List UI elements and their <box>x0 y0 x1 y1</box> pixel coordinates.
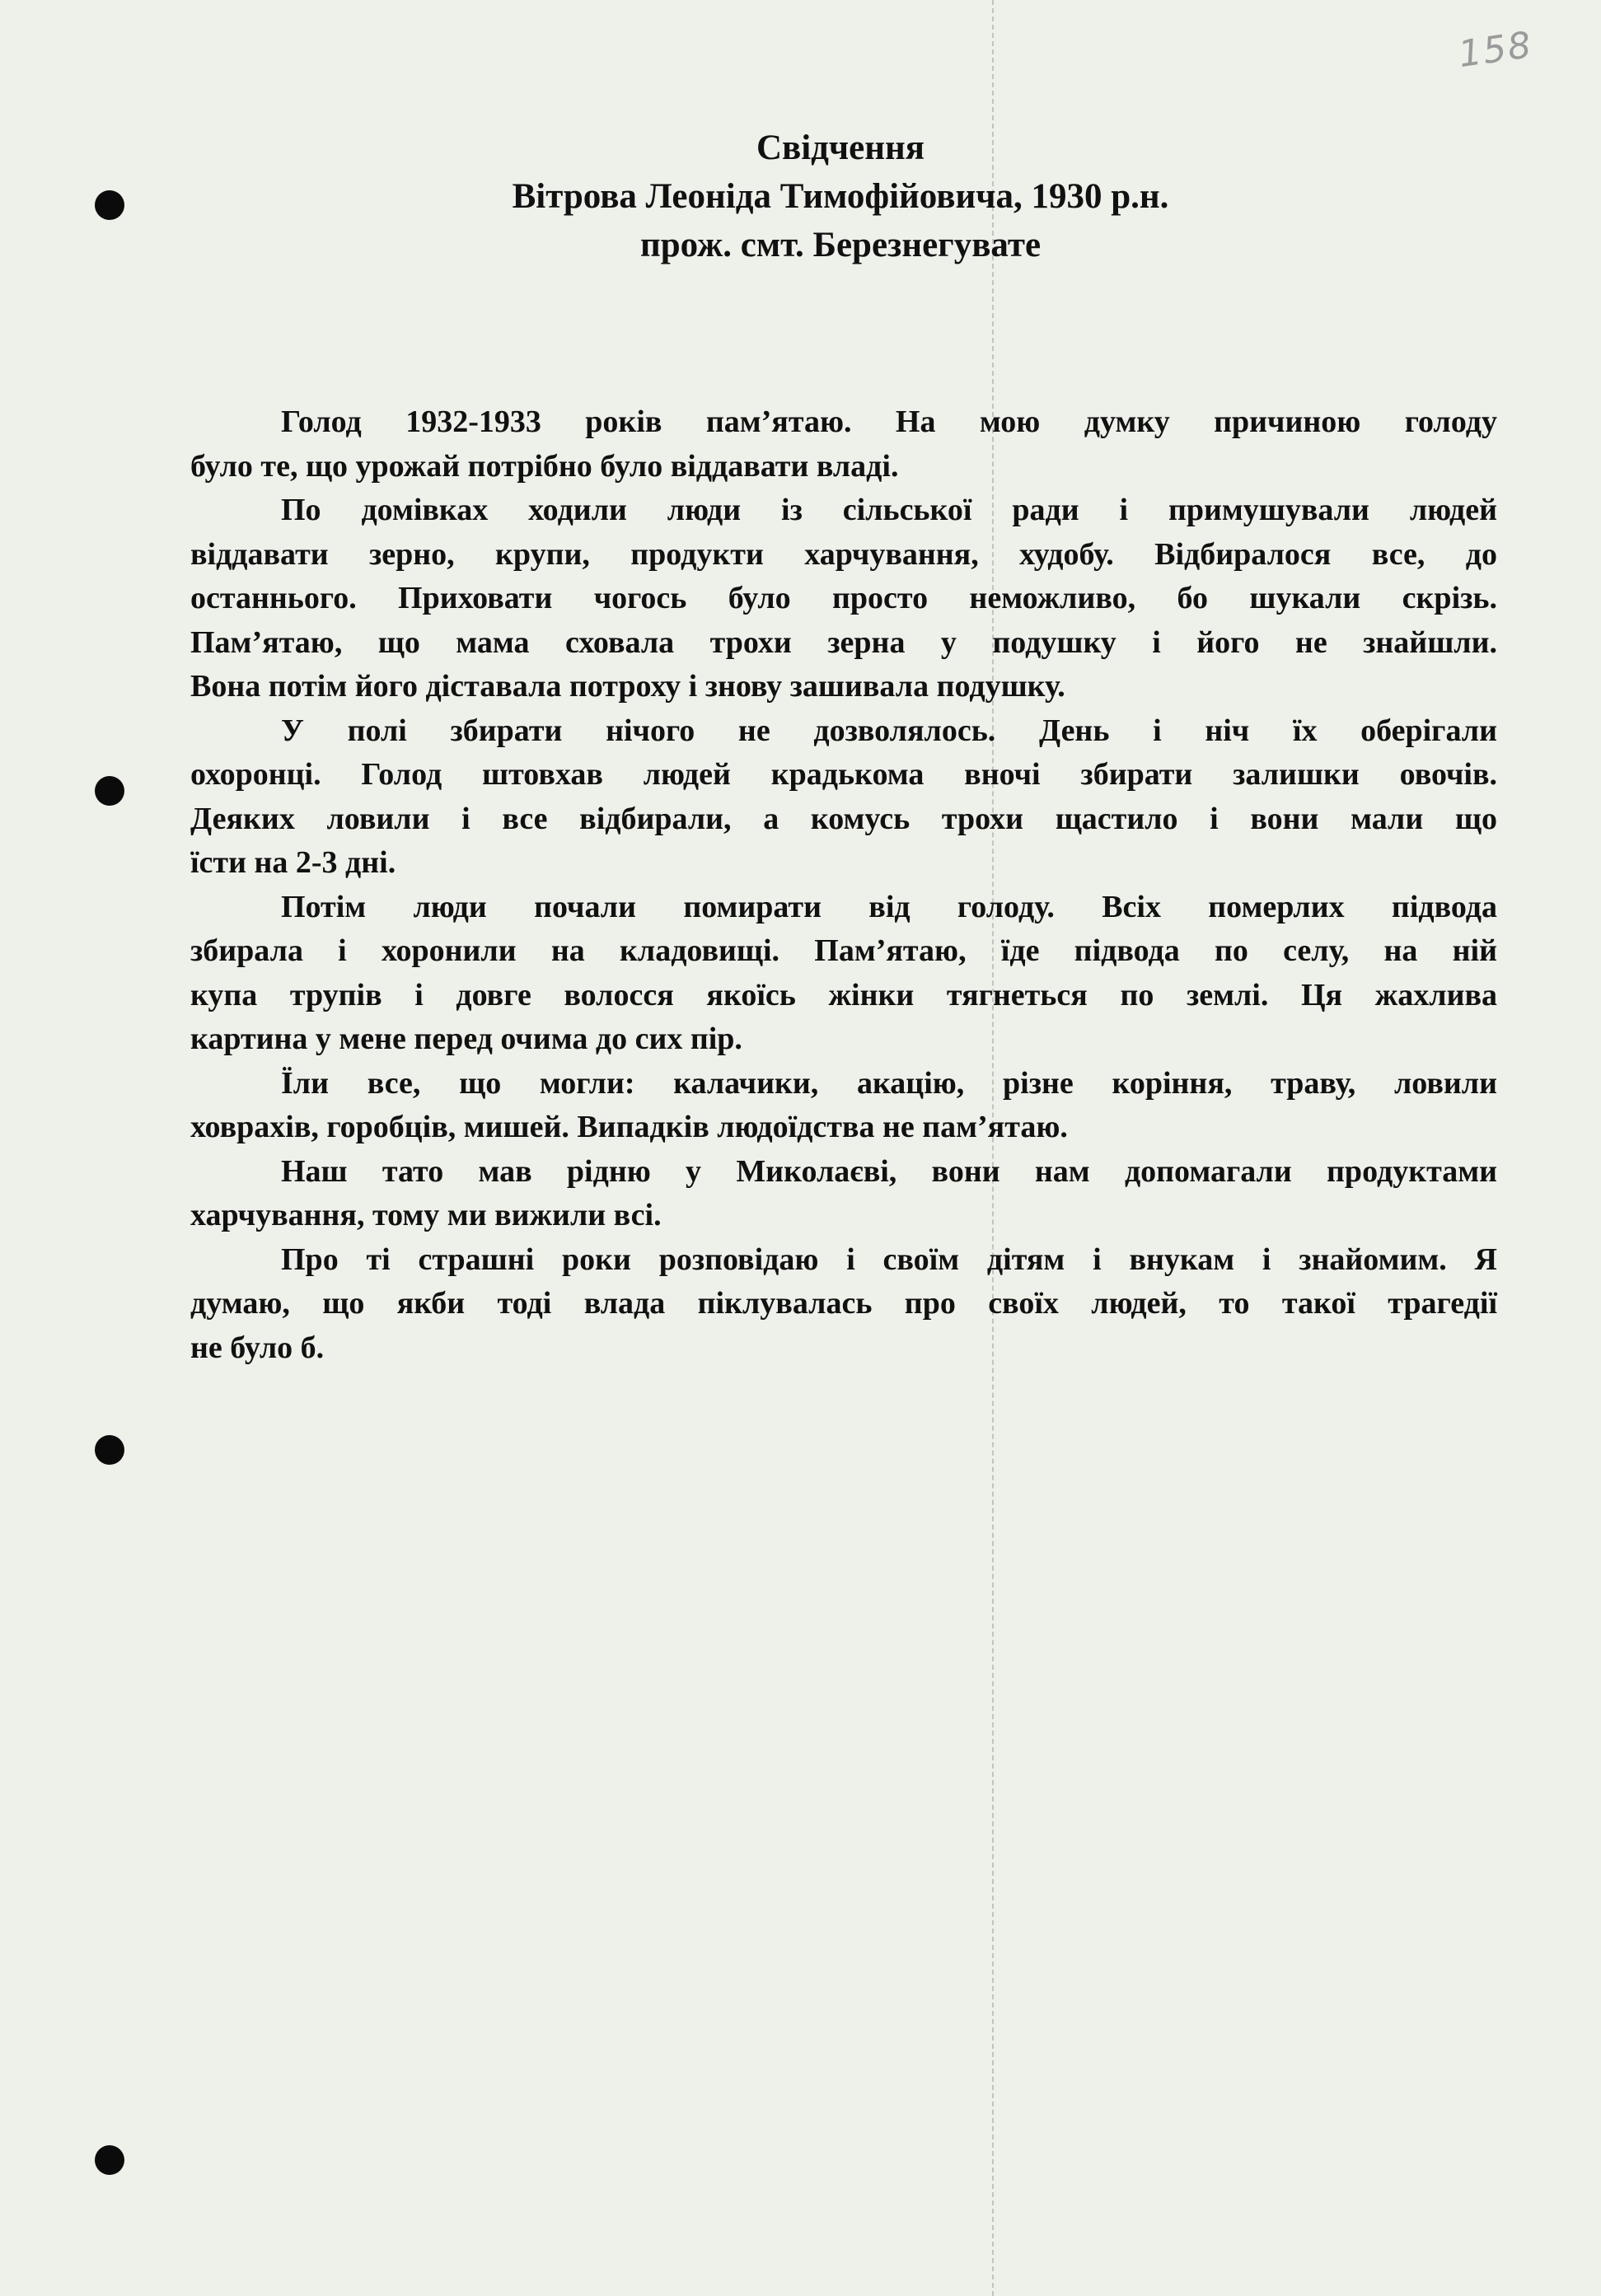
document-title: Свідчення <box>756 129 925 167</box>
witness-name: Вітрова Леоніда Тимофійовича, 1930 р.н. <box>512 177 1169 216</box>
text-line: Їли все, що могли: калачики, акацію, різне коріння, траву, ловили <box>281 1065 1497 1101</box>
text-line: Потім люди почали помирати від голоду. Всіх померлих підвода <box>281 889 1497 924</box>
text-line: збирала і хоронили на кладовищі. Пам’ятаю, їде підвода по селу, на ній <box>190 933 1497 968</box>
text-line: Голод 1932-1933 років пам’ятаю. На мою думку причиною голоду <box>281 404 1497 439</box>
punch-hole <box>95 1435 124 1465</box>
text-line: Вона потім його діставала потроху і знову зашивала подушку. <box>190 669 1065 704</box>
paragraph <box>190 489 1497 709</box>
paragraph <box>190 1150 1497 1238</box>
paragraph <box>190 709 1497 886</box>
document-header <box>0 124 1601 269</box>
text-line: Пам’ятаю, що мама сховала трохи зерна у подушку і його не знайшли. <box>190 624 1497 660</box>
text-line: не було б. <box>190 1330 325 1365</box>
text-line: харчування, тому ми вижили всі. <box>190 1198 662 1232</box>
witness-residence: прож. смт. Березнегувате <box>639 226 1042 264</box>
paragraph <box>190 886 1497 1062</box>
text-line: останнього. Приховати чогось було просто неможливо, бо шукали скрізь. <box>190 581 1497 615</box>
paragraph <box>190 1238 1497 1371</box>
punch-hole <box>95 776 124 806</box>
text-line: їсти на 2-3 дні. <box>190 845 396 880</box>
text-line: охоронці. Голод штовхав людей крадькома вночі збирати залишки овочів. <box>190 757 1497 792</box>
text-line: купа трупів і довге волосся якоїсь жінки тягнеться по землі. Ця жахлива <box>190 977 1497 1012</box>
text-line: У полі збирати нічого не дозволялось. День і ніч їх оберігали <box>281 713 1497 748</box>
text-line: було те, що урожай потрібно було віддавати владі. <box>190 448 899 484</box>
text-line: думаю, що якби тоді влада піклувалась про своїх людей, то такої трагедії <box>190 1286 1497 1321</box>
paragraph <box>190 1062 1497 1150</box>
paragraph <box>190 400 1497 489</box>
handwritten-page-number: 158 <box>1455 23 1536 77</box>
text-line: Про ті страшні роки розповідаю і своїм дітям і внукам і знайомим. Я <box>281 1242 1497 1277</box>
text-line: ховрахів, горобців, мишей. Випадків людоїдства не пам’ятаю. <box>190 1110 1068 1144</box>
testimony-body <box>190 400 1497 1370</box>
text-line: віддавати зерно, крупи, продукти харчування, худобу. Відбиралося все, до <box>190 536 1497 572</box>
text-line: Наш тато мав рідню у Миколаєві, вони нам допомагали продуктами <box>281 1153 1497 1189</box>
text-line: картина у мене перед очима до сих пір. <box>190 1022 742 1056</box>
text-line: По домівках ходили люди із сільської ради і примушували людей <box>281 493 1497 527</box>
text-line: Деяких ловили і все відбирали, а комусь трохи щастило і вони мали що <box>190 801 1497 836</box>
punch-hole <box>95 2145 124 2175</box>
